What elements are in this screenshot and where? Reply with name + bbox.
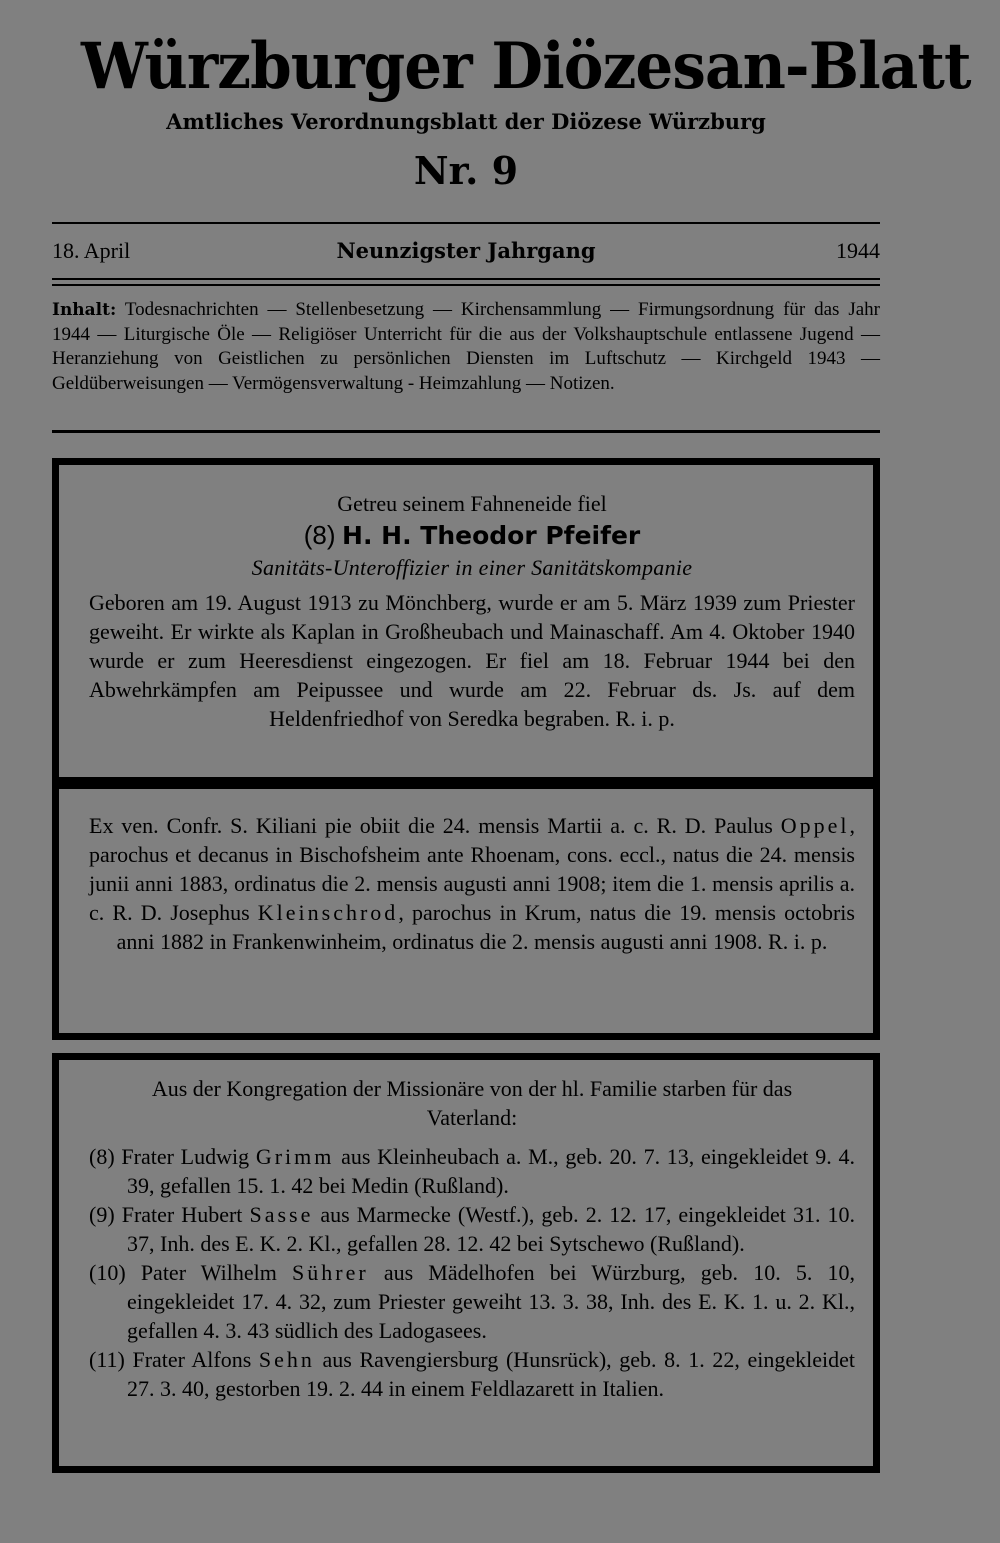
table-of-contents: [52, 298, 880, 396]
entry-name: Sasse: [249, 1202, 314, 1227]
obituary-name-line: [89, 518, 855, 553]
congregation-heading: Aus der Kongregation der Missionäre von der hl. Familie starben für das Vaterland:: [151, 1076, 793, 1130]
entry-name: Sührer: [292, 1260, 369, 1285]
entry-text-pre: Pater Wilhelm: [140, 1260, 293, 1285]
entry-text-post: aus Mädelhofen bei Würzburg, geb. 10. 5. 10, eingekleidet 17. 4. 32, zum Priester geweiht 13. 3. 38, Inh. des E. K. 1. u. 2. Kl., gefallen 4. 3. 43 südlich des Ladogasees.: [127, 1260, 856, 1343]
entry-number: (9): [89, 1202, 115, 1227]
obituary-name: H. H. Theodor Pfeifer: [342, 521, 641, 550]
entry-number: (8): [89, 1144, 115, 1169]
entry-text-pre: Frater Ludwig: [121, 1144, 256, 1169]
entry-text-post: aus Marmecke (Westf.), geb. 2. 12. 17, eingekleidet 31. 10. 37, Inh. des E. K. 2. Kl., gefallen 28. 12. 42 bei Sytschewo (Rußland).: [127, 1202, 856, 1256]
entry-text-pre: Frater Hubert: [121, 1202, 250, 1227]
contents-label: Inhalt:: [52, 300, 117, 320]
obituary-rank: Sanitäts-Unteroffizier in einer Sanitätskompanie: [251, 555, 693, 580]
header-rule-top: [52, 222, 880, 224]
latin-text-part-2: , parochus et decanus in Bischofsheim ante Rhoenam, cons. eccl., natus die 24. mensis junii anni 1883, ordinatus die 2. mensis augusti anni 1908; item die 1. mensis aprilis a. c. R. D. Josephus: [89, 813, 855, 925]
latin-text-part-1: Ex ven. Confr. S. Kiliani pie obiit die 24. mensis Martii a. c. R. D. Paulus: [89, 813, 781, 838]
obituary-intro: Getreu seinem Fahneneide fiel: [337, 491, 607, 516]
contents-text: Todesnachrichten — Stellenbesetzung — Kirchensammlung — Firmungsordnung für das Jahr 1944 — Liturgische Öle — Religiöser Unterricht für die aus der Volkshauptschule entlassene Jugend — Heranziehung von Geistlichen zu persönlichen Diensten im Luftschutz — Kirchgeld 1943 — Geldüberweisungen — Vermögensverwaltung - Heimzahlung — Notizen.: [52, 299, 880, 394]
entry-number: (10): [89, 1260, 126, 1285]
congregation-entry: [89, 1200, 855, 1258]
masthead: [52, 22, 971, 194]
issue-year: 1944: [836, 238, 880, 263]
congregation-box: [52, 1053, 880, 1473]
entry-text-pre: Frater Alfons: [132, 1347, 259, 1372]
congregation-entry: [89, 1142, 855, 1200]
obituary-box-pfeifer: [52, 458, 880, 784]
latin-text-part-3: , parochus in Krum, natus die 19. mensis octobris anni 1882 in Frankenwinheim, ordinatus die 2. mensis augusti anni 1908. R. i. p.: [116, 900, 855, 954]
entry-number: (11): [89, 1347, 125, 1372]
entry-text-post: aus Kleinheubach a. M., geb. 20. 7. 13, eingekleidet 9. 4. 39, gefallen 15. 1. 42 bei Medin (Rußland).: [127, 1144, 856, 1198]
header-rule-mid-1: [52, 278, 880, 280]
volume-label: Neunzigster Jahrgang: [336, 238, 596, 263]
entry-text-post: aus Ravengiersburg (Hunsrück), geb. 8. 1. 22, eingekleidet 27. 3. 40, gestorben 19. 2. 44 in einem Feldlazarett in Italien.: [127, 1347, 856, 1401]
entry-name: Grimm: [255, 1144, 335, 1169]
obituary-number: (8): [303, 520, 336, 550]
newspaper-title: Würzburger Diözesan-Blatt: [80, 29, 971, 104]
contents-rule: [52, 430, 880, 433]
header-rule-mid-2: [52, 284, 880, 286]
newspaper-subtitle: Amtliches Verordnungsblatt der Diözese Würzburg: [166, 109, 766, 134]
obituary-body: Geboren am 19. August 1913 zu Mönchberg, wurde er am 5. März 1939 zum Priester geweiht. Er wirkte als Kaplan in Großheubach und Mainaschaff. Am 4. Oktober 1940 wurde er zum Heeresdienst eingezogen. Er fiel am 18. Februar 1944 bei den Abwehrkämpfen am Peipussee und wurde am 22. Februar ds. Js. auf dem Heldenfriedhof von Seredka begraben. R. i. p.: [89, 590, 855, 731]
latin-obituary-text: [89, 811, 855, 956]
issue-date: 18. April: [52, 238, 131, 263]
obituary-box-latin: [52, 782, 880, 1040]
congregation-entry: [89, 1345, 855, 1403]
priest-name-oppel: Oppel: [780, 813, 850, 838]
issue-number: Nr. 9: [413, 148, 519, 193]
entry-name: Sehn: [258, 1347, 315, 1372]
priest-name-kleinschrod: Kleinschrod: [257, 900, 399, 925]
dateline: [52, 234, 880, 268]
congregation-entry: [89, 1258, 855, 1345]
